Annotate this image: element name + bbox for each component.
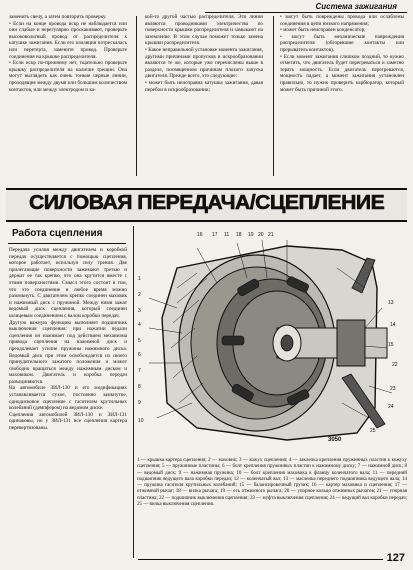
- figure-callout: 22: [392, 362, 398, 368]
- figure-callout: 15: [388, 342, 394, 348]
- figure-callout: 2: [138, 292, 141, 298]
- figure-callout: 10: [138, 418, 144, 424]
- clutch-diagram: [137, 228, 405, 453]
- figure-callout: 21: [268, 232, 274, 238]
- running-header: Система зажигания: [315, 2, 397, 11]
- column-divider: [133, 226, 134, 558]
- section-title: Работа сцепления: [12, 228, 103, 239]
- section-heading: [8, 227, 126, 244]
- chapter-title-text: СИЛОВАЯ ПЕРЕДАЧА/СЦЕПЛЕНИЕ: [28, 192, 385, 214]
- figure-callout: 13: [388, 300, 394, 306]
- figure-callout: 23: [390, 386, 396, 392]
- figure-callout: 6: [138, 352, 141, 358]
- figure-callout: 3: [138, 308, 141, 314]
- column-divider: [273, 16, 274, 176]
- figure-callout: 4: [138, 322, 141, 328]
- text-column-2: кой-то другой частью распределителя. Эти линии являются проводниками электричества по поверхности крышки распределителя и замыкают на заземление. В этом случае поможет только замена крышки распределителя. • Какое неправильной установке момента зажигания, другими причинами пропусков в искрообразовании являются те же, которые уже перечислены выше в разделе, посвященном причинам плохого запуска двигателя. Прежде всего, это следующие: • может быть неисправна катушка зажигания, давая перебои в искрообразовании;: [145, 14, 263, 93]
- text-column-1: заменить свечу, а затем повторить проверку. • Если на конце провода искр не наблюдается или они слабые и нерегулярно проскакивают, проверьте высоковольтный провод от распределителя к катушке зажигания. Если его изоляция потрескалась или перетерта, замените провод. Проверьте соединения на крышке распределителя. • Если искр по-прежнему нет, тщательно проверьте крышку распределителя на наличие трещин. Она могут выглядеть как очень тонкие черные линии, проходящие между двумя или большим количеством контактов, или между электродом и ка-: [9, 14, 127, 93]
- chapter-title: [6, 192, 407, 215]
- figure-callout: 19: [248, 232, 254, 238]
- figure-callout: 25: [370, 428, 376, 434]
- figure-callout: 11: [224, 232, 230, 238]
- header-rule: [205, 2, 407, 13]
- figure-callout: 8: [138, 384, 141, 390]
- figure-callout: 7: [138, 368, 141, 374]
- figure-callout: 1: [138, 276, 141, 282]
- column-divider: [136, 16, 137, 176]
- footer-rule: [138, 559, 383, 560]
- figure-callout: 18: [236, 232, 242, 238]
- figure-callout: 9: [138, 400, 141, 406]
- figure-callout: 14: [390, 322, 396, 328]
- text-column-3: • могут быть повреждены провода или ослаблены соединения в цепи низкого напряжения; • может быть неисправен конденсатор; • могут быть механические повреждения распределителя (обгоревшие контакты или прерыватель контактов). • Если момент зажигания слишком поздний, то нужно отметить, что двигатель будет перегреваться и заметно терять мощность. Если двигатель перегревается, мощность падает, а момент зажигания установлен правильно, то нужно проверить карбюратор, который может быть причиной этого.: [280, 14, 404, 93]
- figure-callout: 16: [197, 232, 203, 238]
- figure-callout: 17: [212, 232, 218, 238]
- figure-callout: 20: [258, 232, 264, 238]
- figure-callout: 24: [388, 404, 394, 410]
- chapter-banner: [6, 188, 407, 222]
- figure-number: 3050: [328, 437, 342, 443]
- figure-callout: 5: [138, 338, 141, 344]
- figure-caption: 1 — крышка картера сцепления; 2 — маховик; 3 — кожух сцепления; 4 — заклепка крепления пружинных пластин к кожуху сцепления; 5 — пружинные пластины; 6 — болт крепления пружинных пластин к нажимному диску; 7 — нажимной диск; 8 — ведомый диск; 9 — нажимная пружина; 10 — болт крепления маховика к фланцу коленчатого вала; 11 — передний подшипник ведущего вала коробки передач; 12 — коленчатый вал; 13 — масленка переднего подшипника ведущего вала; 14 — пружина гасителя крутильных колебаний; 15 — балансировочный грузик; 16 — картер маховика и сцепления; 17 — отжимной рычаг; 18 — вилка рычага; 19 — ось отжимного рычага; 20 — упорное кольцо отжимных рычагов; 21 — упорная пластина; 22 — подшипник выключения сцепления; 23 — муфта выключения сцепления; 24 — ведущий вал коробки передач; 25 — вилка выключения сцепления.: [137, 458, 407, 508]
- body-text: Передача усилия между двигателем и коробкой передач осуществляется с помощью сцепления, которое работает, используя силу трения. Две прилегающие поверхности зажимают третью и держат ее так крепко, что она крутится вместе с этими поверхностями. Смысл этого состоит в том, что это соединение в любое время можно разомкнуть. С двигателем крепко соединен маховик и нажимный диск с пружиной. Между ними зажат ведомый диск сцепления, который соединен шлицевым соединением с валом коробки передач. Другую важную функцию выполняет подшипник выключения сцепления: при нажатии педали сцепления он нажимает под действием механизма привода сцепления на нажимной диск и преодолевает усилие пружины нажимного диска. Ведомый диск при этом освобождается из своего принудительного зажатого положения и может свободно вращаться между нажимным диском и маховиком. Двигатель и коробка передач разъединяются. На автомобиле ЗИЛ-130 и его модификациях устанавливается сухое, постоянно замкнутое, однодисковое сцепление с гасителем крутильных колебаний (демпфером) на ведомом диске. Сцепления автомобилей ЗИЛ-130 и ЗИЛ-131 одинаковы, но у ЗИЛ-131 все сцепления картера перевертизованы.: [9, 247, 127, 432]
- page-number: 127: [386, 552, 405, 564]
